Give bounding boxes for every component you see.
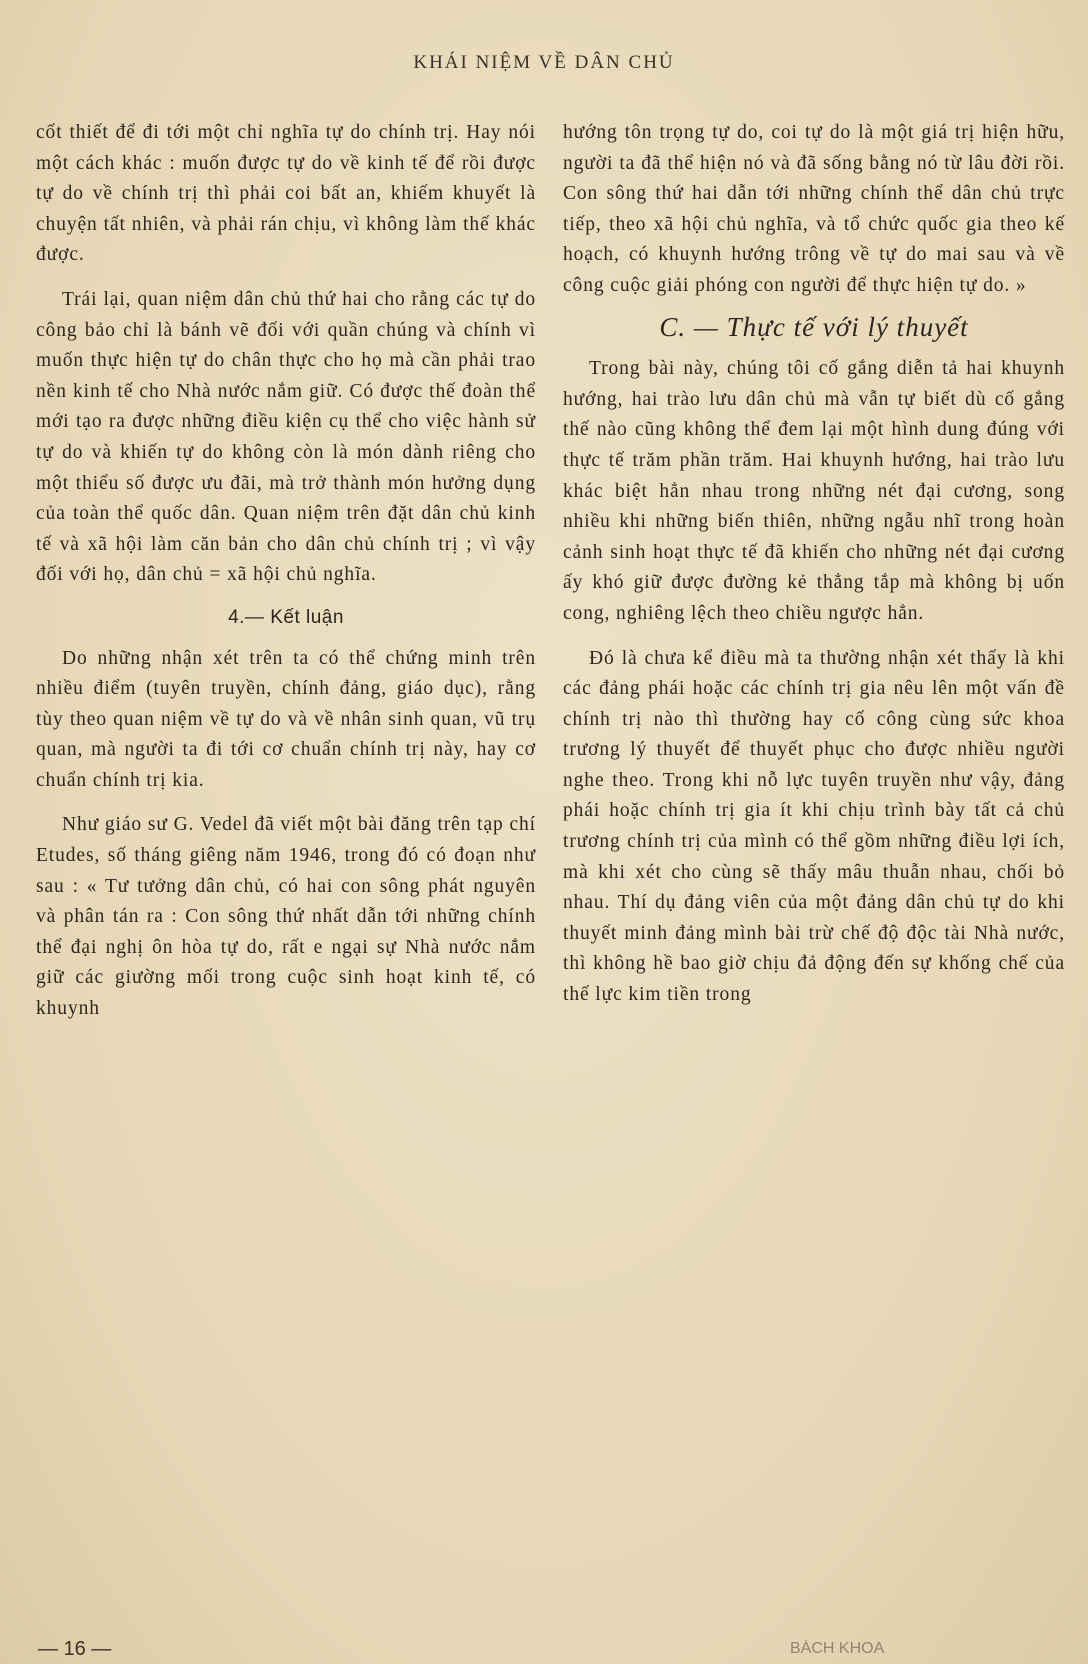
footer-publication-mark: BÁCH KHOA — [790, 1640, 885, 1657]
right-paragraph-1: hướng tôn trọng tự do, coi tự do là một giá trị hiện hữu, người ta đã thể hiện nó và đã sống bằng nó từ lâu đời rồi. Con sông thứ hai dẫn tới những chính thể dân chủ trực tiếp, theo xã hội chủ nghĩa, và tổ chức quốc gia theo kế hoạch, có khuynh hướng trông về tự do mai sau và về công cuộc giải phóng con người để thực hiện tự do. » — [563, 122, 1065, 296]
subheading-reality-theory: C. — Thực tế với lý thuyết — [659, 311, 969, 342]
section-heading-conclusion: 4.— Kết luận — [228, 606, 344, 628]
left-paragraph-2: Trái lại, quan niệm dân chủ thứ hai cho rằng các tự do công bảo chỉ là bánh vẽ đối với quần chúng và chính vì muốn thực hiện tự do chân thực cho họ mà cần phải trao nền kinh tế cho Nhà nước nắm giữ. Có được thế đoàn thể mới tạo ra được những điều kiện cụ thể cho việc hành sử tự do và khiến tự do không còn là món dành riêng cho một thiểu số được ưu đãi, mà trở thành món hưởng dụng của toàn thể quốc dân. Quan niệm trên đặt dân chủ kinh tế và xã hội làm căn bản cho dân chủ chính trị ; vì vậy đối với họ, dân chủ = xã hội chủ nghĩa. — [36, 288, 536, 586]
running-title: KHÁI NIỆM VỀ DÂN CHỦ — [413, 52, 675, 73]
left-paragraph-1: cốt thiết để đi tới một chỉ nghĩa tự do chính trị. Hay nói một cách khác : muốn được tự do về kinh tế để rồi được tự do về chính trị thì phải coi bất an, khiếm khuyết là chuyện tất nhiên, và phải rán chịu, vì không làm thế khác được. — [36, 122, 536, 266]
right-paragraph-3: Đó là chưa kể điều mà ta thường nhận xét thấy là khi các đảng phái hoặc các chính trị gia nêu lên một vấn đề chính trị nào thì thường hay cố công cùng sức khoa trương lý thuyết để thuyết phục cho được nhiều người nghe theo. Trong khi nỗ lực tuyên truyền như vậy, đảng phái hoặc chính trị gia ít khi chịu trình bày tất cả chủ trương chính trị của mình có thể gồm những điều lợi ích, mà khi xét cho cùng sẽ thấy mâu thuẫn nhau, chối bỏ nhau. Thí dụ đảng viên của một đảng dân chủ tự do khi thuyết minh đảng mình bài trừ chế độ độc tài Nhà nước, thì không hề bao giờ chịu đả động đến sự khống chế của thế lực kim tiền trong — [563, 647, 1065, 1006]
page-number: — 16 — — [38, 1638, 112, 1660]
left-paragraph-4: Như giáo sư G. Vedel đã viết một bài đăng trên tạp chí Etudes, số tháng giêng năm 1946, trong đó có đoạn như sau : « Tư tưởng dân chủ, có hai con sông phát nguyên và phân tán ra : Con sông thứ nhất dẫn tới những chính thể đại nghị ôn hòa tự do, rất e ngại sự Nhà nước nắm giữ các giường mối trong cuộc sinh hoạt kinh tế, có khuynh — [36, 814, 536, 1020]
right-column — [563, 118, 1065, 1011]
right-paragraph-2: Trong bài này, chúng tôi cố gắng diễn tả hai khuynh hướng, hai trào lưu dân chủ mà vẫn tự biết dù cố gắng thế nào cũng không thể đem lại một hình dung đúng với thực tế trăm phần trăm. Hai khuynh hướng, hai trào lưu khác biệt hẳn nhau trong những nét đại cương, song nhiều khi những biến thiên, những ngẫu nhĩ trong hoàn cảnh sinh hoạt thực tế đã khiến cho những nét đại cương ấy khó giữ được đường kẻ thẳng tắp mà không bị uốn cong, nghiêng lệch theo chiều ngược hẳn. — [563, 358, 1065, 624]
left-paragraph-3: Do những nhận xét trên ta có thể chứng minh trên nhiều điểm (tuyên truyền, chính đảng, giáo dục), rằng tùy theo quan niệm về tự do và về nhân sinh quan, vũ trụ quan, mà người ta đi tới cơ chuẩn chính trị này, hay cơ chuẩn chính trị kia. — [36, 647, 536, 791]
left-column — [36, 118, 536, 1025]
